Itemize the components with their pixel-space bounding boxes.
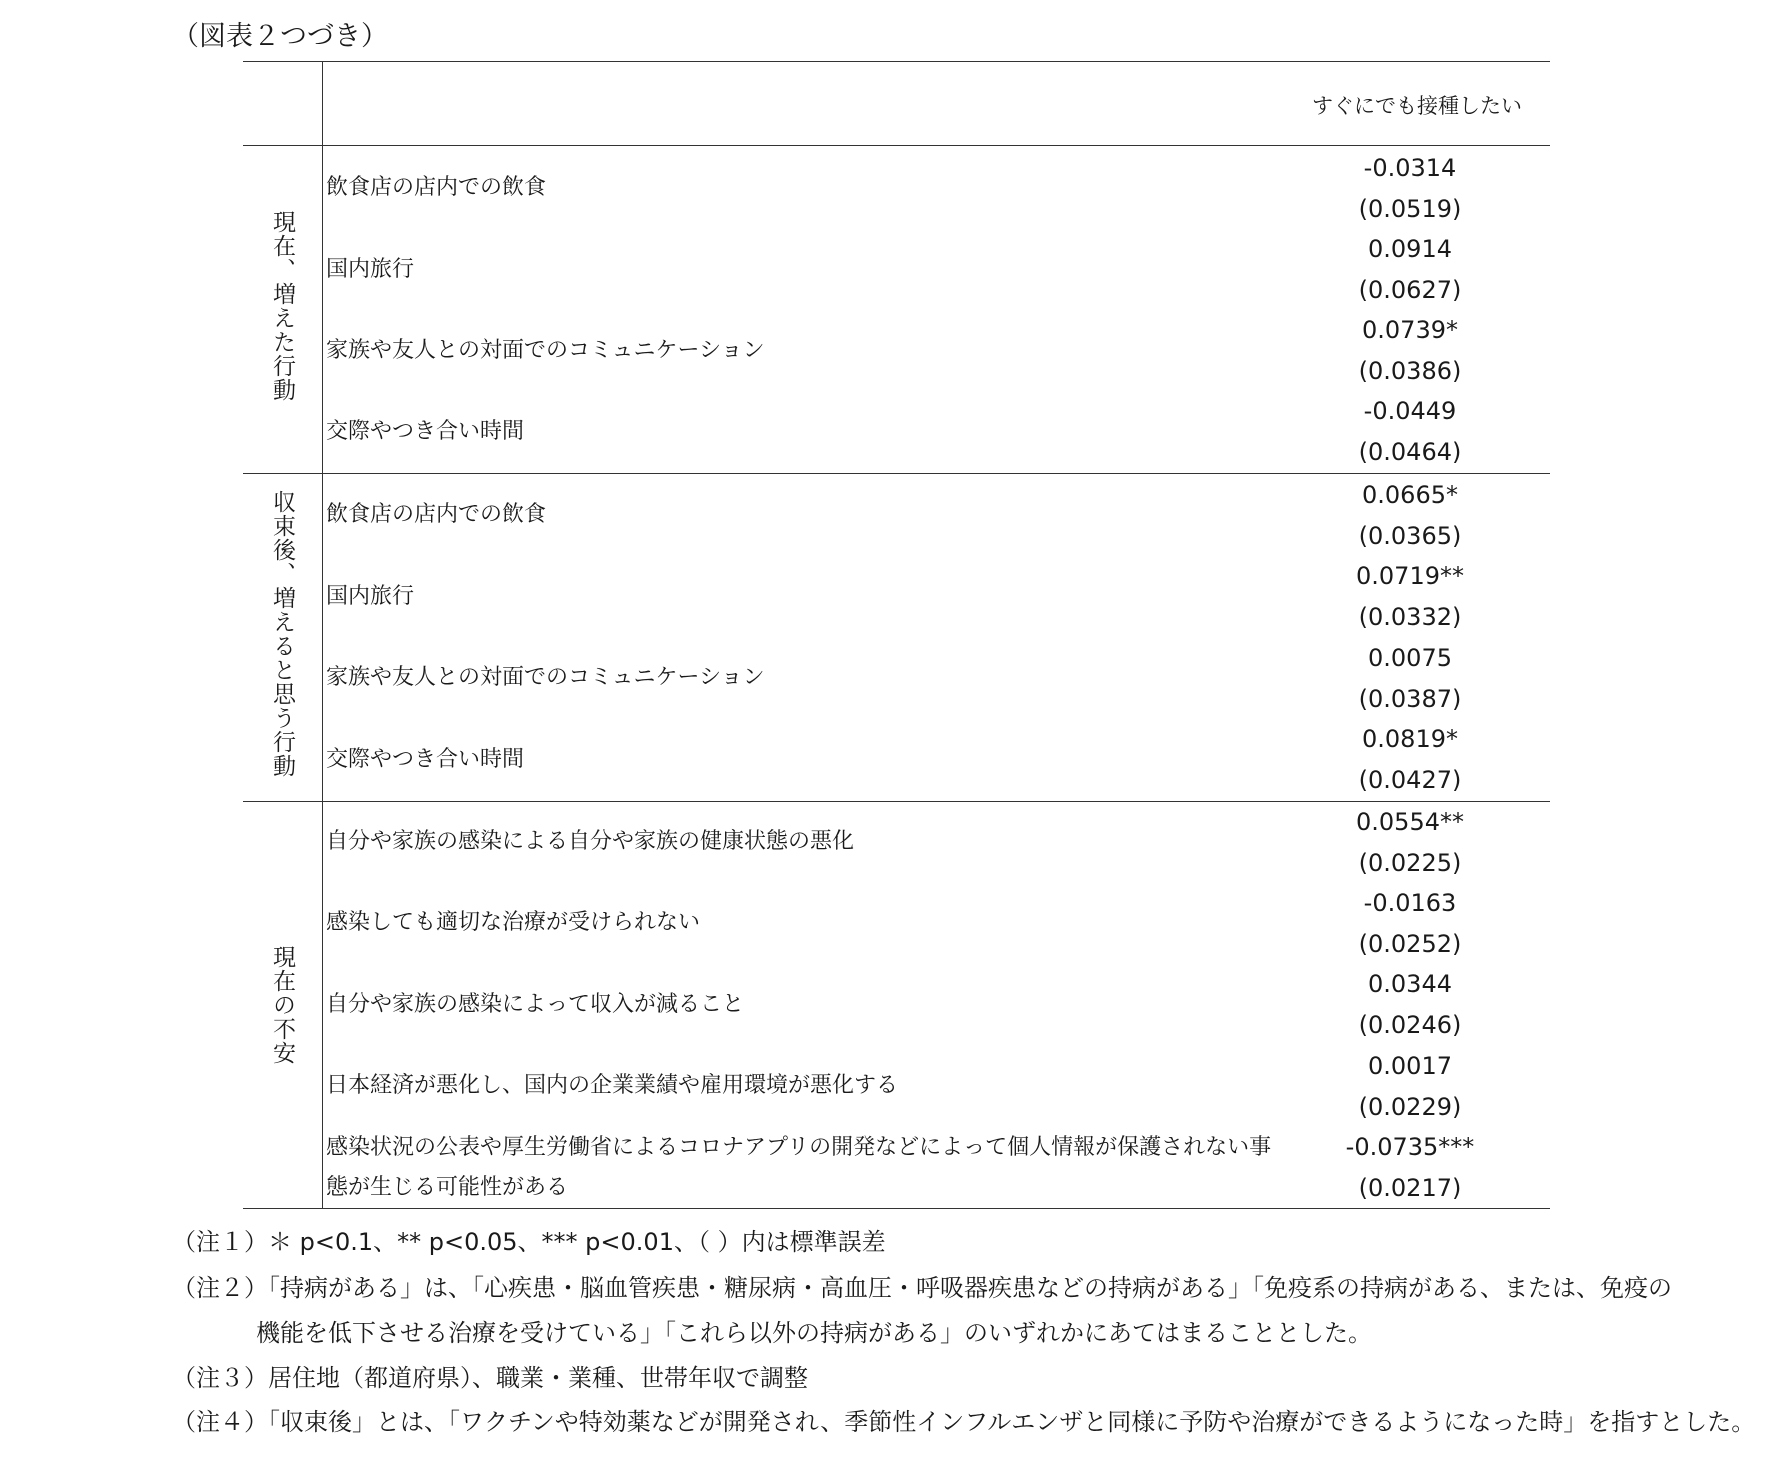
group-label: 現在、増えた行動	[269, 210, 295, 402]
coefficient: -0.0314	[1363, 154, 1457, 182]
coefficient: 0.0344	[1368, 970, 1452, 998]
row-label: 自分や家族の感染による自分や家族の健康状態の悪化	[326, 829, 855, 854]
column-header: すぐにでも接種したい	[1312, 94, 1522, 118]
coefficient: 0.0554**	[1356, 808, 1464, 836]
row-label-continued: 態が生じる可能性がある	[326, 1175, 569, 1200]
row-label: 感染しても適切な治療が受けられない	[326, 910, 701, 935]
standard-error: (0.0519)	[1358, 195, 1462, 223]
coefficient: -0.0163	[1363, 889, 1457, 917]
standard-error: (0.0365)	[1358, 522, 1462, 550]
coefficient: 0.0739*	[1362, 316, 1458, 344]
figure-caption: （図表２つづき）	[172, 21, 388, 52]
group2-bottom-rule	[243, 801, 1550, 802]
note-2-continued: 機能を低下させる治療を受けている」「これら以外の持病がある」のいずれかにあてはまることとした。	[256, 1319, 1372, 1347]
standard-error: (0.0252)	[1358, 930, 1462, 958]
row-label: 交際やつき合い時間	[326, 419, 525, 444]
group-label: 収束後、増えると思う行動	[269, 490, 295, 778]
header-bottom-rule	[243, 145, 1550, 146]
row-label: 感染状況の公表や厚生労働省によるコロナアプリの開発などによって個人情報が保護されない事	[326, 1135, 1272, 1160]
note-4: （注４）「収束後」とは、「ワクチンや特効薬などが開発され、季節性インフルエンザと同様に予防や治療ができるようになった時」を指すとした。	[172, 1408, 1756, 1436]
label-column-divider	[322, 61, 323, 1208]
standard-error: (0.0627)	[1358, 276, 1462, 304]
coefficient: 0.0017	[1368, 1052, 1452, 1080]
note-2: （注２）「持病がある」は、「心疾患・脳血管疾患・糖尿病・高血圧・呼吸器疾患などの持病がある」「免疫系の持病がある、または、免疫の	[172, 1274, 1672, 1302]
coefficient: 0.0719**	[1356, 562, 1464, 590]
standard-error: (0.0229)	[1358, 1093, 1462, 1121]
table-top-rule	[243, 61, 1550, 62]
row-label: 家族や友人との対面でのコミュニケーション	[326, 665, 765, 690]
table-bottom-rule	[243, 1208, 1550, 1209]
standard-error: (0.0225)	[1358, 849, 1462, 877]
row-label: 家族や友人との対面でのコミュニケーション	[326, 338, 765, 363]
standard-error: (0.0386)	[1358, 357, 1462, 385]
coefficient: 0.0914	[1368, 235, 1452, 263]
coefficient: 0.0819*	[1362, 725, 1458, 753]
row-label: 自分や家族の感染によって収入が減ること	[326, 992, 745, 1017]
standard-error: (0.0246)	[1358, 1011, 1462, 1039]
row-label: 飲食店の店内での飲食	[326, 175, 547, 200]
standard-error: (0.0464)	[1358, 438, 1462, 466]
standard-error: (0.0332)	[1358, 603, 1462, 631]
standard-error: (0.0217)	[1358, 1174, 1462, 1202]
row-label: 国内旅行	[326, 257, 415, 282]
coefficient: -0.0735***	[1345, 1133, 1475, 1161]
group-label: 現在の不安	[269, 945, 295, 1065]
standard-error: (0.0387)	[1358, 685, 1462, 713]
row-label: 飲食店の店内での飲食	[326, 502, 547, 527]
note-3: （注３）居住地（都道府県）、職業・業種、世帯年収で調整	[172, 1364, 808, 1392]
coefficient: -0.0449	[1363, 397, 1457, 425]
group1-bottom-rule	[243, 473, 1550, 474]
note-1: （注１）＊ p<0.1、** p<0.05、*** p<0.01、（ ）内は標準誤差	[172, 1228, 886, 1256]
standard-error: (0.0427)	[1358, 766, 1462, 794]
row-label: 日本経済が悪化し、国内の企業業績や雇用環境が悪化する	[326, 1073, 899, 1098]
row-label: 交際やつき合い時間	[326, 747, 525, 772]
row-label: 国内旅行	[326, 584, 415, 609]
coefficient: 0.0665*	[1362, 481, 1458, 509]
coefficient: 0.0075	[1368, 644, 1452, 672]
